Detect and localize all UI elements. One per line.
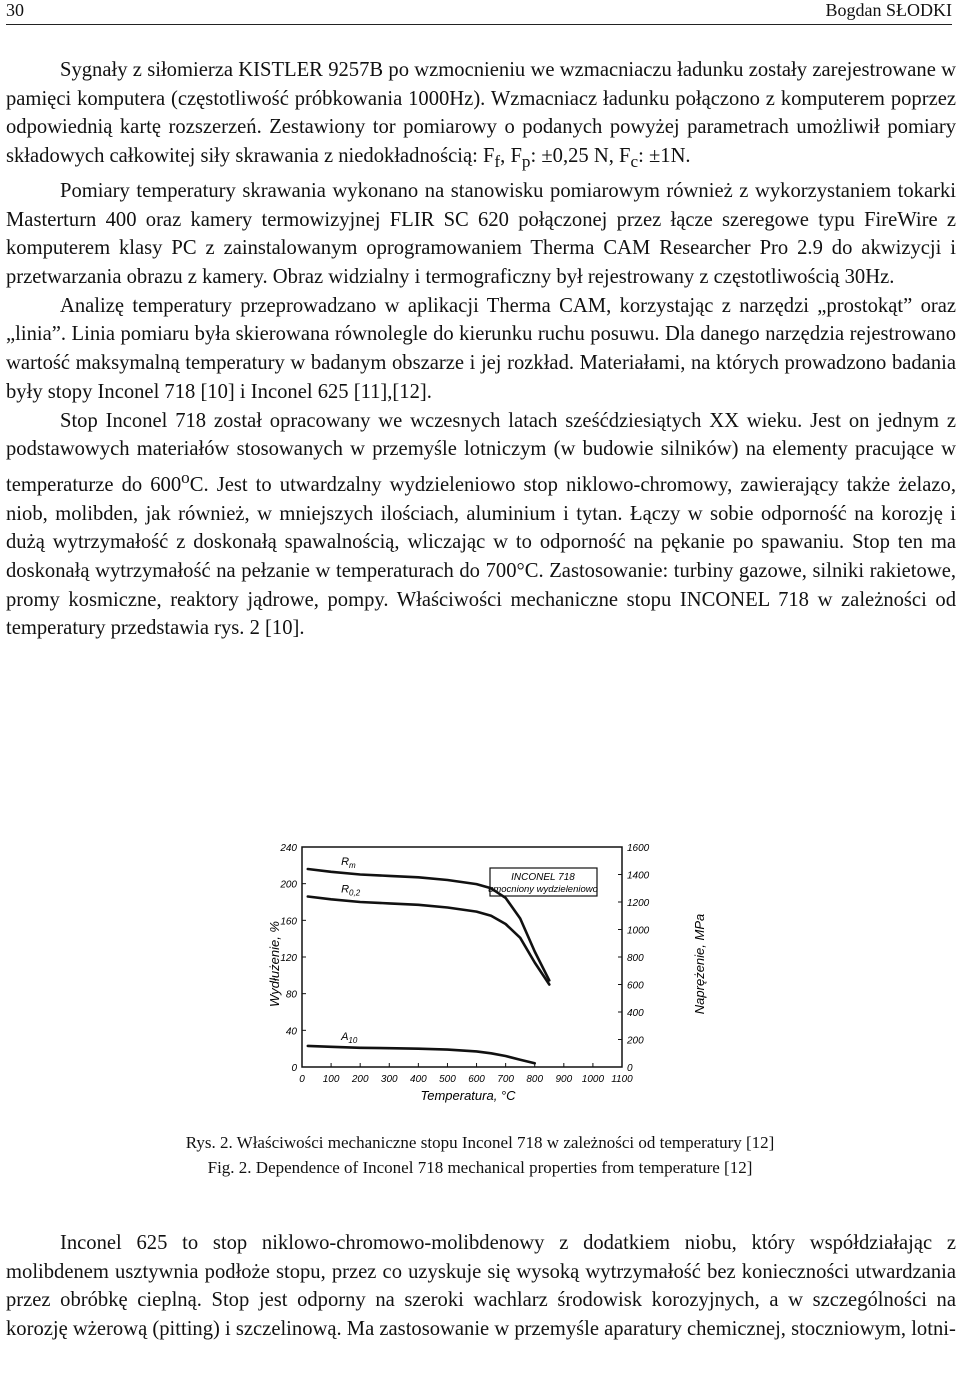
body-text-upper bbox=[6, 56, 956, 643]
series-label: $R_m$ bbox=[341, 855, 356, 870]
page-header bbox=[6, 0, 952, 25]
y-left-tick-label: 120 bbox=[280, 953, 297, 964]
y-left-tick-label: 80 bbox=[285, 989, 297, 1001]
y-right-tick-label: 1600 bbox=[627, 843, 650, 854]
paragraph-3: Analizę temperatury przeprowadzano w aplikacji Therma CAM, korzystając z narzędzi „prostokąt” oraz „linia”. Linia pomiaru była skierowana równolegle do kierunku ruchu posuwu. Dla danego narzędzia rejestrowano wartość maksymalną temperatury w badanym obszarze i jej rozkład. Materiałami, na których prowadzono badania były stopy Inconel 718 [10] i Inconel 625 [11],[12]. bbox=[6, 294, 956, 403]
y-right-tick-label: 1000 bbox=[627, 925, 650, 937]
y-right-tick-label: 1200 bbox=[627, 898, 650, 909]
x-tick-label: 1100 bbox=[611, 1074, 633, 1085]
x-tick-label: 700 bbox=[497, 1074, 514, 1085]
y-right-tick-label: 0 bbox=[627, 1063, 633, 1074]
y-right-tick-label: 400 bbox=[627, 1008, 644, 1019]
y-right-tick-label: 200 bbox=[627, 1035, 644, 1047]
x-tick-label: 200 bbox=[351, 1074, 369, 1085]
x-tick-label: 900 bbox=[555, 1074, 573, 1085]
paragraph-4: Stop Inconel 718 został opracowany we wczesnych latach sześćdziesiątych XX wieku. Jest on jednym z podstawowych materiałów stosowanych w przemyśle lotniczym (w budowie silników) na elementy pracujące w temperaturze do 600$^o$C. Jest to utwardzalny wydzieleniowo stop niklowo-chromowy, zawierający także żelazo, niob, molibden, jak również, w mniejszych ilościach, aluminium i tytan. Łączy w sobie odporność na korozję i dużą wytrzymałość z doskonałą spawalnością, wliczając w to odporność na pękanie po spawaniu. Stop ten ma doskonałą wytrzymałość na pełzanie w temperaturach do 700°C. Zastosowanie: turbiny gazowe, silniki rakietowe, promy kosmiczne, reaktory jądrowe, pompy. Właściwości mechaniczne stopu INCONEL 718 w zależności od temperatury przedstawia rys. 2 [10]. bbox=[6, 409, 956, 640]
author-name: Bogdan SŁODKI bbox=[825, 0, 952, 20]
figure-caption-pl: Rys. 2. Właściwości mechaniczne stopu Inconel 718 w zależności od temperatury [12] bbox=[185, 1133, 775, 1152]
inconel-718-chart bbox=[258, 824, 720, 1108]
x-tick-label: 800 bbox=[526, 1074, 544, 1085]
x-tick-label: 1000 bbox=[581, 1074, 605, 1085]
legend-subtitle: umocniony wydzieleniowo bbox=[488, 884, 598, 895]
legend-title: INCONEL 718 bbox=[511, 872, 575, 883]
x-tick-label: 0 bbox=[299, 1074, 305, 1085]
x-tick-label: 500 bbox=[439, 1074, 456, 1085]
y-left-tick-label: 160 bbox=[280, 916, 297, 928]
y-left-tick-label: 40 bbox=[285, 1026, 297, 1038]
figure-caption-en: Fig. 2. Dependence of Inconel 718 mechanical properties from temperature [12] bbox=[207, 1158, 753, 1177]
y-right-tick-label: 800 bbox=[627, 953, 644, 964]
x-tick-label: 600 bbox=[468, 1074, 485, 1085]
x-tick-label: 100 bbox=[322, 1074, 340, 1085]
chart-legend bbox=[488, 868, 598, 896]
y-left-axis-label: Wydłużenie, % bbox=[267, 921, 282, 1007]
paragraph-5: Inconel 625 to stop niklowo-chromowo-molibdenowy z dodatkiem niobu, który współdziałając z molibdenem usztywnia podłoże stopu, przez co uzyskuje się wysoką wytrzymałość bez konieczności utwardzania przez obróbkę cieplną. Stop jest odporny na szeroki wachlarz środowisk korozyjnych, a w szczególności na korozję wżerową (pitting) i szczelinową. Ma zastosowanie w przemyśle aparatury chemicznej, stoczniowym, lotni- bbox=[6, 1232, 956, 1341]
series-line-a10 bbox=[308, 1046, 535, 1063]
y-right-tick-label: 1400 bbox=[627, 870, 650, 882]
y-left-tick-label: 0 bbox=[291, 1063, 297, 1074]
x-axis-label: Temperatura, °C bbox=[420, 1088, 516, 1103]
y-right-tick-label: 600 bbox=[627, 980, 644, 992]
y-left-tick-label: 240 bbox=[280, 843, 297, 854]
x-tick-label: 400 bbox=[410, 1074, 427, 1085]
body-text-lower bbox=[6, 1229, 956, 1344]
y-right-axis-label: Naprężenie, MPa bbox=[692, 913, 707, 1015]
series-label: $A_{10}$ bbox=[341, 1030, 358, 1045]
paragraph-2: Pomiary temperatury skrawania wykonano na stanowisku pomiarowym również z wykorzystaniem tokarki Masterturn 400 oraz kamery termowizyjnej FLIR SC 620 połączonej przez łącze szeregowe typu FireWire z komputerem klasy PC z zainstalowanym oprogramowaniem Therma CAM Researcher Pro 2.9 do akwizycji i przetwarzania obrazu z kamery. Obraz widzialny i termograficzny był rejestrowany z częstotliwością 30Hz. bbox=[6, 179, 956, 289]
paragraph-1: Sygnały z siłomierza KISTLER 9257B po wzmocnieniu we wzmacniaczu ładunku zostały zarejestrowane w pamięci komputera (częstotliwość próbkowania 1000Hz). Wzmacniacz ładunku połączono z komputerem poprzez odpowiednią kartę rozszerzeń. Zestawiony tor pomiarowy o podanych powyżej parametrach umożliwił pomiary składowych całkowitej siły skrawania z niedokładnością: $F_f$, $F_p$: ±0,25 N, $F_c$: ±1N. bbox=[6, 59, 956, 172]
x-tick-label: 300 bbox=[380, 1074, 398, 1085]
y-left-tick-label: 200 bbox=[280, 879, 297, 891]
series-label: $R_{0,2}$ bbox=[341, 883, 361, 898]
page-number: 30 bbox=[6, 0, 24, 20]
